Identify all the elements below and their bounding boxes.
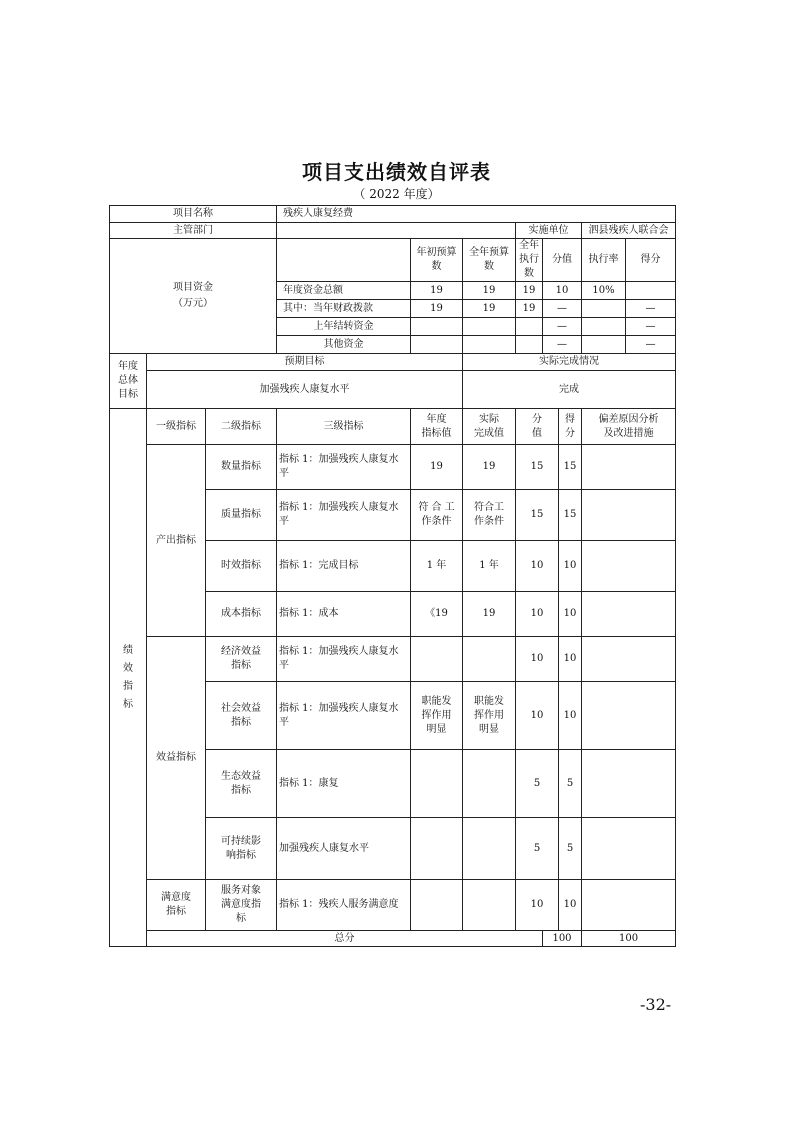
goals-label: 年度 总体 目标 [110,354,147,409]
funds-row-initial: 19 [411,300,463,318]
indicator-target [411,818,463,880]
funds-row-name: 其他资金 [277,336,411,354]
funds-row-rate [582,336,626,354]
indicator-score: 15 [559,445,582,490]
funds-row-score-value: — [543,318,582,336]
indicator-actual [463,880,516,931]
indicators-label: 绩 效 指 标 [110,409,147,947]
funds-row-score-value: — [543,336,582,354]
indicator-level2: 经济效益 指标 [206,637,277,682]
total-score: 100 [582,931,676,947]
indicator-level3: 指标 1：加强残疾人康复水平 [277,445,411,490]
indicator-header-row [110,409,676,445]
funds-row-initial [411,318,463,336]
indicator-row [110,445,676,490]
indicator-level3: 指标 1：加强残疾人康复水平 [277,682,411,750]
dept-label: 主管部门 [110,223,277,239]
performance-table-container [109,205,675,947]
indicator-actual [463,637,516,682]
funds-row-initial [411,336,463,354]
funds-row-annual: 19 [463,300,516,318]
funds-row-annual [463,318,516,336]
indicator-reason [582,818,676,880]
indicator-reason [582,750,676,818]
indicator-row [110,880,676,931]
indicator-level3: 指标 1：残疾人服务满意度 [277,880,411,931]
indicator-level3: 指标 1：康复 [277,750,411,818]
funds-row-annual [463,336,516,354]
funds-header-row [110,239,676,282]
indicator-level2: 数量指标 [206,445,277,490]
goals-actual: 完成 [463,371,676,409]
indicator-reason [582,541,676,592]
goals-expected: 加强残疾人康复水平 [147,371,463,409]
header-reason: 偏差原因分析 及改进措施 [582,409,676,445]
indicator-level3: 指标 1：加强残疾人康复水平 [277,637,411,682]
indicator-actual [463,818,516,880]
header-level3: 三级指标 [277,409,411,445]
indicator-level3: 指标 1：完成目标 [277,541,411,592]
funds-row-executed [516,336,543,354]
indicator-level3: 指标 1：成本 [277,592,411,637]
funds-row-score: — [626,318,676,336]
funds-row-score: — [626,336,676,354]
indicator-target [411,637,463,682]
funds-row-name: 上年结转资金 [277,318,411,336]
funds-header-executed: 全年执行数 [516,239,543,282]
indicator-reason [582,490,676,541]
indicator-value: 15 [516,445,559,490]
indicator-score: 10 [559,682,582,750]
funds-row-score: — [626,300,676,318]
indicator-score: 5 [559,750,582,818]
indicator-reason [582,637,676,682]
indicator-actual: 符合工 作条件 [463,490,516,541]
goals-expected-header: 预期目标 [147,354,463,371]
header-actual: 实际 完成值 [463,409,516,445]
level1-satisfaction: 满意度 指标 [147,880,206,931]
funds-header-annual: 全年预算数 [463,239,516,282]
performance-table [109,205,676,947]
indicator-value: 10 [516,541,559,592]
indicator-value: 10 [516,880,559,931]
funds-row-score [626,282,676,300]
header-level1: 一级指标 [147,409,206,445]
indicator-value: 10 [516,637,559,682]
funds-row-rate [582,318,626,336]
indicator-score: 10 [559,637,582,682]
funds-label: 项目资金 （万元） [110,239,277,354]
indicator-target: 符 合 工 作条件 [411,490,463,541]
total-row [110,931,676,947]
total-label: 总分 [147,931,543,947]
indicator-score: 10 [559,592,582,637]
indicator-actual: 19 [463,592,516,637]
funds-row-score-value: 10 [543,282,582,300]
indicator-value: 10 [516,682,559,750]
indicator-level2: 时效指标 [206,541,277,592]
indicator-actual [463,750,516,818]
dept-value [277,223,516,239]
indicator-reason [582,592,676,637]
indicator-row [110,637,676,682]
indicator-level2: 生态效益 指标 [206,750,277,818]
funds-row-rate: 10% [582,282,626,300]
indicator-target: 职能发 挥作用 明显 [411,682,463,750]
project-name-label: 项目名称 [110,206,277,223]
funds-row-name: 其中：当年财政拨款 [277,300,411,318]
level1-output: 产出指标 [147,445,206,637]
indicator-reason [582,445,676,490]
funds-row-name: 年度资金总额 [277,282,411,300]
indicator-target: 《19 [411,592,463,637]
funds-row-annual: 19 [463,282,516,300]
indicator-value: 15 [516,490,559,541]
indicator-score: 5 [559,818,582,880]
funds-header-initial: 年初预算数 [411,239,463,282]
indicator-actual: 19 [463,445,516,490]
indicator-level3: 指标 1：加强残疾人康复水平 [277,490,411,541]
header-value: 分 值 [516,409,559,445]
indicator-target [411,750,463,818]
indicator-score: 10 [559,541,582,592]
funds-row-rate [582,300,626,318]
level1-benefit: 效益指标 [147,637,206,880]
header-target: 年度 指标值 [411,409,463,445]
funds-row-score-value: — [543,300,582,318]
page-number: -32- [640,995,672,1014]
goals-header-row [110,354,676,371]
indicator-score: 10 [559,880,582,931]
funds-header-rate: 执行率 [582,239,626,282]
funds-row-executed: 19 [516,300,543,318]
funds-header-score: 得分 [626,239,676,282]
indicator-value: 10 [516,592,559,637]
project-name-row [110,206,676,223]
indicator-level2: 质量指标 [206,490,277,541]
indicator-target: 1 年 [411,541,463,592]
indicator-level3: 加强残疾人康复水平 [277,818,411,880]
indicator-value: 5 [516,750,559,818]
goals-actual-header: 实际完成情况 [463,354,676,371]
impl-value: 泗县残疾人联合会 [582,223,676,239]
funds-row-initial: 19 [411,282,463,300]
goals-content-row [110,371,676,409]
page-subtitle: （ 2022 年度） [353,187,440,201]
indicator-level2: 社会效益 指标 [206,682,277,750]
header-score: 得 分 [559,409,582,445]
indicator-level2: 成本指标 [206,592,277,637]
funds-row-executed: 19 [516,282,543,300]
indicator-actual: 职能发 挥作用 明显 [463,682,516,750]
indicator-actual: 1 年 [463,541,516,592]
indicator-target [411,880,463,931]
indicator-value: 5 [516,818,559,880]
funds-header-blank [277,239,411,282]
funds-header-score-value: 分值 [543,239,582,282]
indicator-reason [582,880,676,931]
impl-label: 实施单位 [516,223,582,239]
header-level2: 二级指标 [206,409,277,445]
project-name-value: 残疾人康复经费 [277,206,676,223]
page-title: 项目支出绩效自评表 [302,160,491,184]
indicator-level2: 服务对象 满意度指 标 [206,880,277,931]
indicator-target: 19 [411,445,463,490]
total-value: 100 [543,931,582,947]
indicator-level2: 可持续影 响指标 [206,818,277,880]
indicator-reason [582,682,676,750]
funds-row-executed [516,318,543,336]
dept-row [110,223,676,239]
indicator-score: 15 [559,490,582,541]
